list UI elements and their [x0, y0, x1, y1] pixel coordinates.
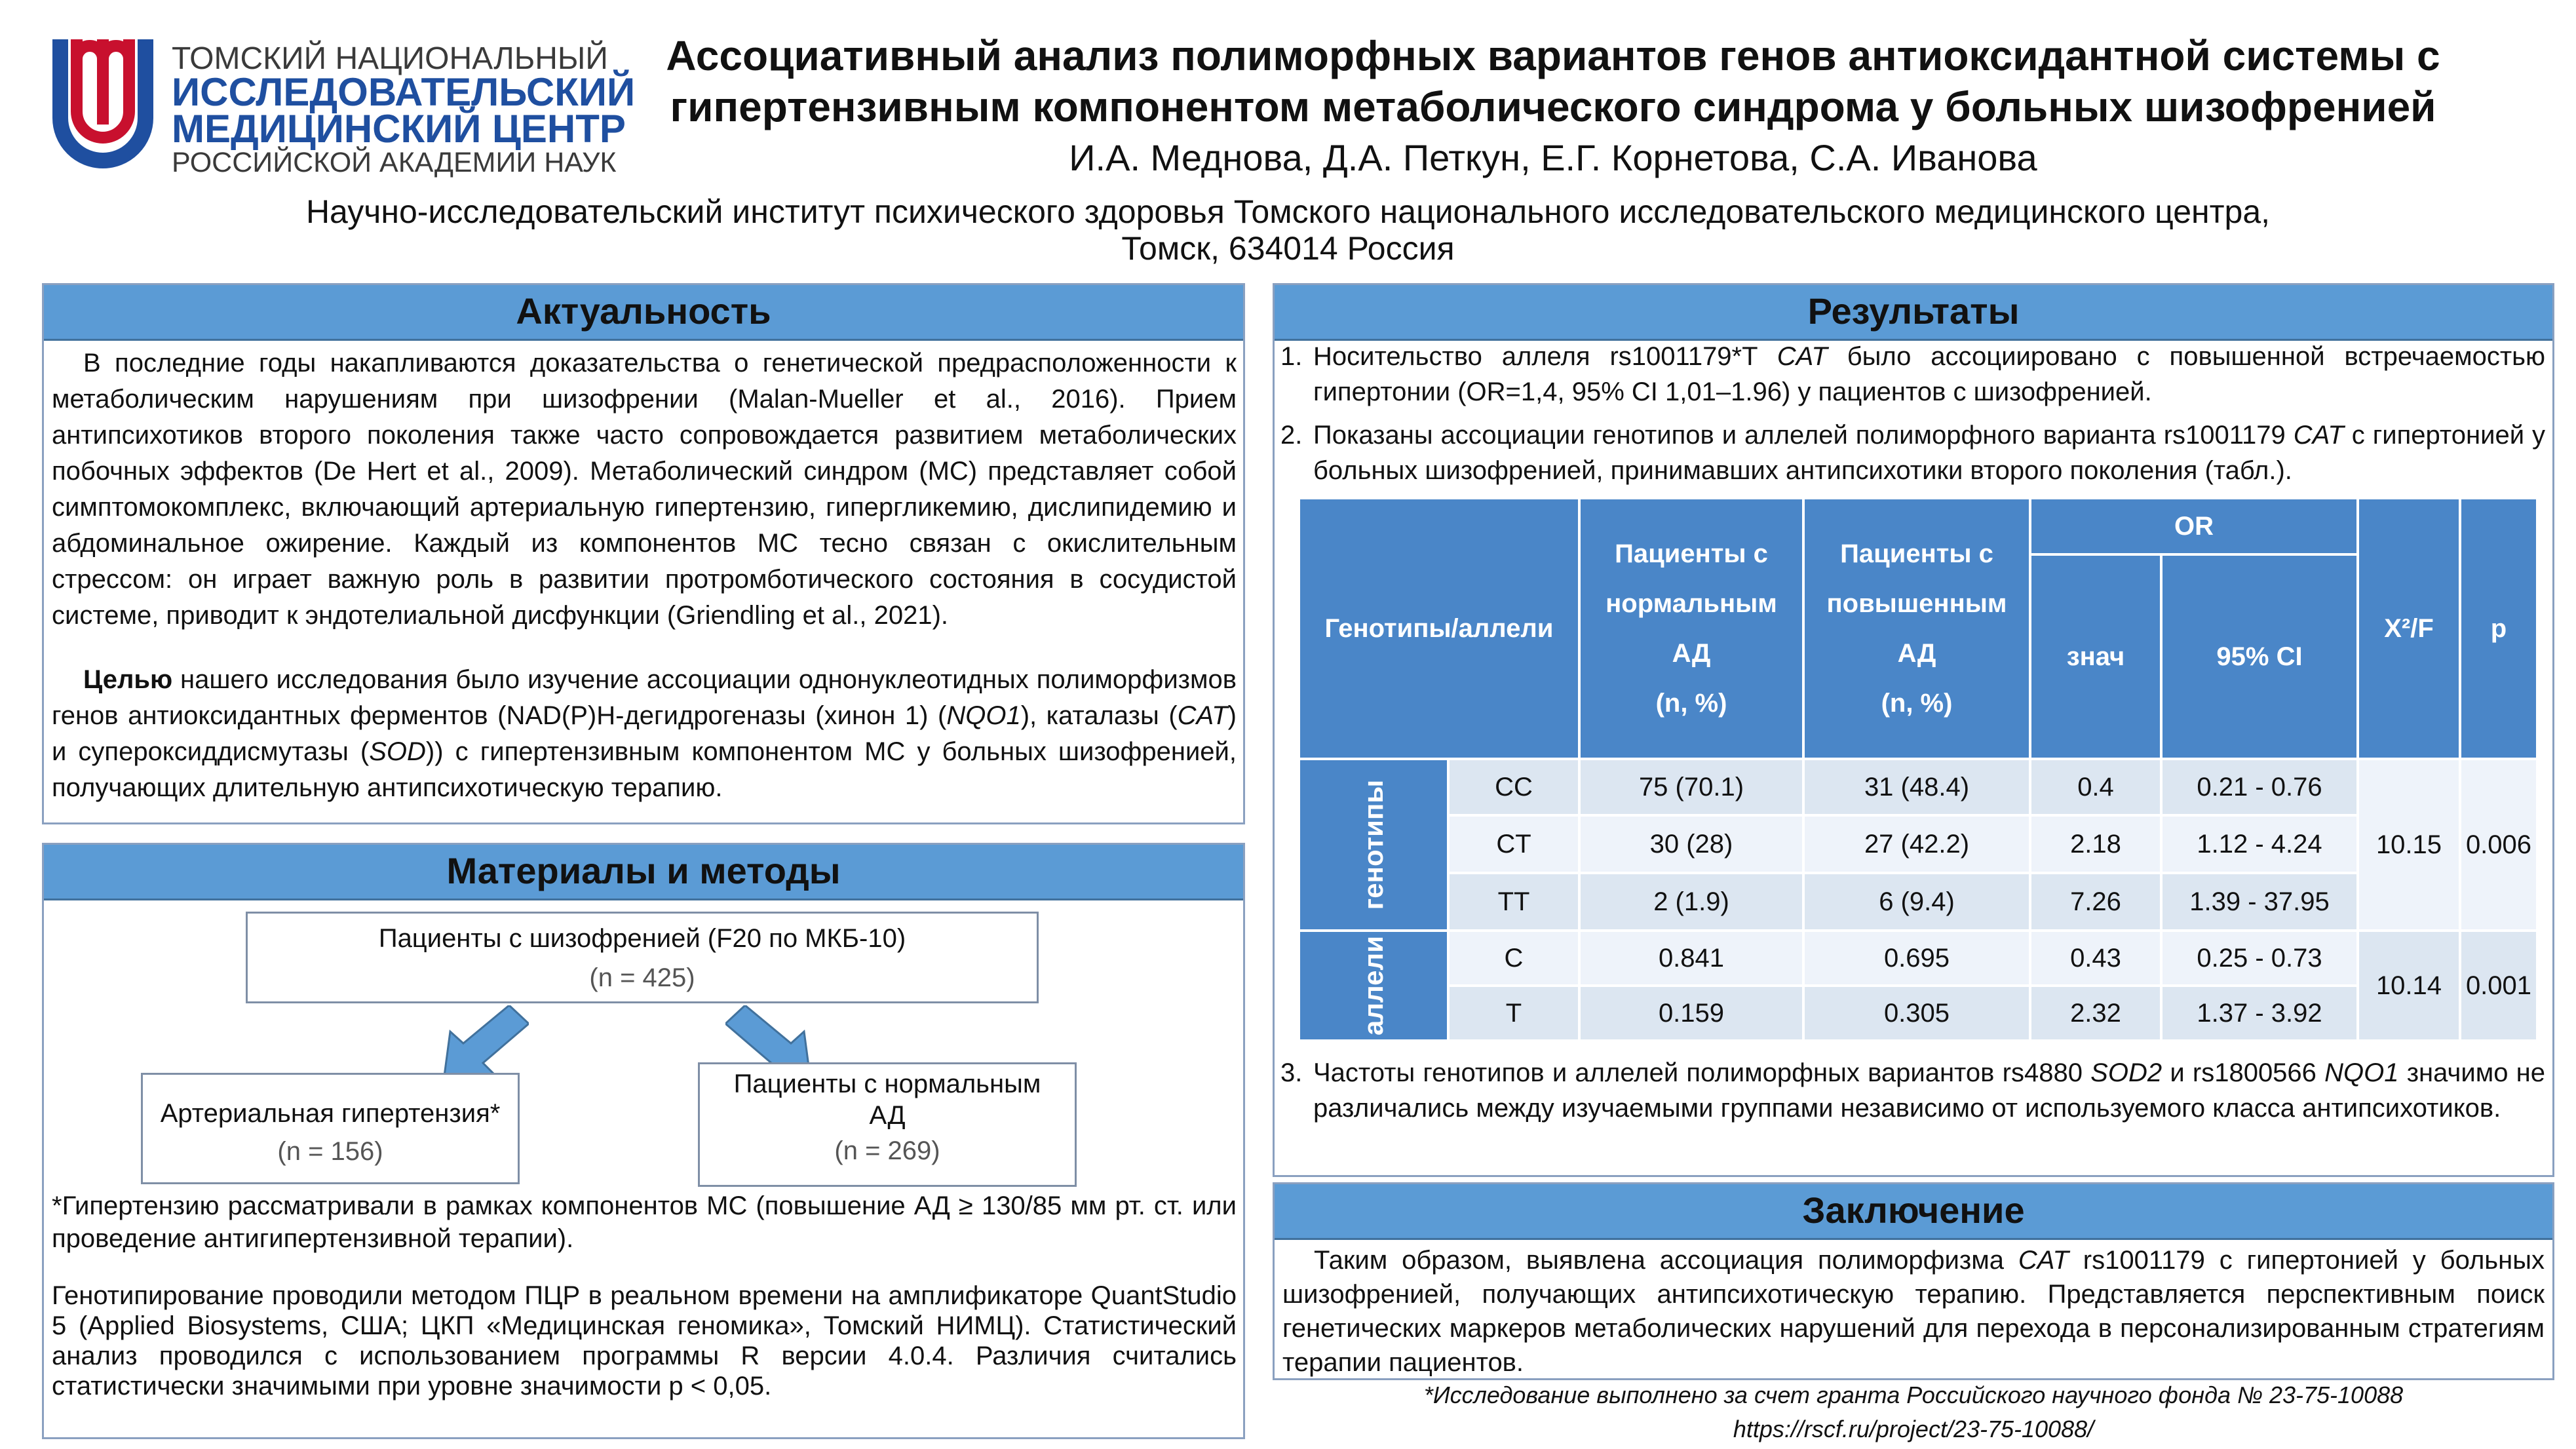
result-3-number: 3. — [1280, 1058, 1303, 1087]
genotype-chi: 10.15 — [2358, 759, 2460, 931]
relevance-heading: Актуальность — [44, 285, 1243, 341]
row-tt-ci: 1.39 - 37.95 — [2161, 873, 2358, 931]
th-genotypes: Генотипы/аллели — [1299, 498, 1579, 759]
logo-text-line4: РОССИЙСКОЙ АКАДЕМИИ НАУК — [172, 147, 617, 178]
aim-text-d: )) с гипертензивным компонентом МС у больных шизофренией, получающих длительную антипсихотическую терапию. — [52, 737, 1237, 802]
gene-sod: SOD — [369, 737, 426, 766]
row-t-or: 2.32 — [2030, 986, 2161, 1041]
grant-note: *Исследование выполнено за счет гранта Российского научного фонда № 23-75-10088 — [1423, 1381, 2404, 1408]
row-ct-high: 27 (42.2) — [1803, 815, 2030, 873]
row-t-ci: 1.37 - 3.92 — [2161, 986, 2358, 1041]
group-genotypes-label: генотипы — [1358, 779, 1389, 910]
row-ct-or: 2.18 — [2030, 815, 2161, 873]
row-ct-ci: 1.12 - 4.24 — [2161, 815, 2358, 873]
row-tt-label: TT — [1448, 873, 1579, 931]
th-p: p — [2460, 498, 2537, 759]
result-1-text-b: было ассоциировано с повышенной встречаемостью гипертонии (OR=1,4, 95% CI 1,01–1.96) у пациентов с шизофренией. — [1313, 342, 2545, 406]
th-normal-l2: нормальным — [1605, 589, 1777, 618]
th-high-l1: Пациенты с — [1840, 539, 1993, 568]
conclusion-panel — [1273, 1182, 2554, 1380]
th-ci: 95% CI — [2161, 554, 2358, 759]
row-c-label: C — [1448, 931, 1579, 986]
aim-text-a: нашего исследования было изучение ассоциации однонуклеотидных полиморфизмов генов антиоксидантных ферментов (NAD(P)H-дегидрогеназы (хинон 1) ( — [52, 665, 1237, 730]
patients-box-n: (n = 425) — [589, 963, 695, 992]
conclusion-heading: Заключение — [1275, 1184, 2552, 1240]
row-t-normal: 0.159 — [1579, 986, 1803, 1041]
th-high-l2: повышенным — [1826, 589, 2007, 618]
institution-logo — [41, 26, 636, 190]
th-high-l3: АД — [1897, 639, 1936, 668]
result-3-text-c: значимо не различались между изучаемыми группами независимо от используемого класса антипсихотиков. — [1313, 1058, 2545, 1123]
row-ct-label: CT — [1448, 815, 1579, 873]
aim-text-b: ), каталазы ( — [1020, 701, 1178, 730]
methods-genotyping: Генотипирование проводили методом ПЦР в реальном времени на амплификаторе QuantStudio 5 (Applied Biosystems, США; ЦКП «Медицинская геномика», Томский НИМЦ). Статистический анализ проводился с использованием программы R версии 4.0.4. Различия считались статистически значимыми при уровне значимости p < 0,05. — [52, 1281, 1237, 1401]
row-ct-normal: 30 (28) — [1579, 815, 1803, 873]
aim-label: Целью — [83, 665, 173, 694]
row-tt-high: 6 (9.4) — [1803, 873, 2030, 931]
arrow-left-icon — [437, 1005, 529, 1084]
row-cc-normal: 75 (70.1) — [1579, 759, 1803, 815]
result-1-number: 1. — [1280, 342, 1303, 371]
group-alleles — [1299, 931, 1448, 1041]
result-2 — [1313, 417, 2545, 488]
th-normal-l4: (n, %) — [1655, 689, 1727, 718]
row-t-label: T — [1448, 986, 1579, 1041]
conclusion-text — [1282, 1243, 2545, 1380]
result-3-text-b: и rs1800566 — [2162, 1058, 2325, 1087]
group-genotypes — [1299, 759, 1448, 931]
th-normal-l3: АД — [1672, 639, 1711, 668]
allele-chi: 10.14 — [2358, 931, 2460, 1041]
result-1-gene: CAT — [1777, 342, 1828, 371]
row-c-high: 0.695 — [1803, 931, 2030, 986]
result-1 — [1313, 339, 2545, 410]
institution-line2: Томск, 634014 Россия — [1121, 230, 1455, 267]
result-2-gene: CAT — [2293, 421, 2344, 450]
result-3-gene-sod2: SOD2 — [2090, 1058, 2163, 1087]
relevance-text-1: В последние годы накапливаются доказательства о генетической предрасположенности к метаболическим нарушениям при шизофрении (Malan-Mueller et al., 2016). Прием антипсихотиков второго поколения также часто сопровождается развитием метаболических побочных эффектов (De Hert et al., 2009). Метаболический синдром (МС) представляет собой симптомокомплекс, включающий артериальную гипертензию, гипергликемию, дислипидемию и абдоминальное ожирение. Каждый из компонентов МС тесно связан с окислительным стрессом: он играет важную роль в развитии протромботического состояния в сосудистой системе, приводит к эндотелиальной дисфункции (Griendling et al., 2021). — [52, 349, 1237, 630]
th-normal-bp — [1579, 498, 1803, 759]
institution-line1: Научно-исследовательский институт психического здоровья Томского национального исследовательского медицинского центра, — [305, 193, 2271, 230]
row-t-high: 0.305 — [1803, 986, 2030, 1041]
th-chi: Χ²/F — [2358, 498, 2460, 759]
results-heading: Результаты — [1275, 285, 2552, 341]
logo-text-line3: МЕДИЦИНСКИЙ ЦЕНТР — [172, 107, 626, 151]
poster-title-line1: Ассоциативный анализ полиморфных вариантов генов антиоксидантной системы с — [666, 32, 2440, 79]
patients-box — [246, 912, 1039, 1003]
hypertension-box — [141, 1073, 520, 1184]
th-high-bp — [1803, 498, 2030, 759]
row-tt-or: 7.26 — [2030, 873, 2161, 931]
relevance-paragraph-2 — [52, 662, 1237, 806]
th-high-l4: (n, %) — [1881, 689, 1953, 718]
result-3-gene-nqo1: NQO1 — [2324, 1058, 2399, 1087]
normal-bp-box — [698, 1062, 1077, 1187]
result-1-text-a: Носительство аллеля rs1001179*T — [1313, 342, 1777, 371]
gene-cat: CAT — [1177, 701, 1228, 730]
methods-heading: Материалы и методы — [44, 845, 1243, 900]
relevance-panel — [42, 283, 1245, 824]
th-normal-l1: Пациенты с — [1615, 539, 1768, 568]
result-3 — [1313, 1055, 2545, 1126]
row-c-or: 0.43 — [2030, 931, 2161, 986]
authors: И.А. Меднова, Д.А. Петкун, Е.Г. Корнетова, С.А. Иванова — [1069, 137, 2037, 178]
logo-text-line2: ИССЛЕДОВАТЕЛЬСКИЙ — [172, 70, 636, 114]
grant-url[interactable]: https://rscf.ru/project/23-75-10088/ — [1733, 1416, 2094, 1442]
row-c-normal: 0.841 — [1579, 931, 1803, 986]
patients-box-label: Пациенты с шизофренией (F20 по МКБ-10) — [378, 924, 906, 953]
methods-footnote: *Гипертензию рассматривали в рамках компонентов МС (повышение АД ≥ 130/85 мм рт. ст. или проведение антигипертензивной терапии). — [52, 1191, 1237, 1253]
hypertension-box-label: Артериальная гипертензия* — [160, 1099, 501, 1128]
conclusion-text-b: rs1001179 с гипертонией у больных шизофренией, получающих антипсихотическую терапию. Представляется перспективным поиск генетических маркеров метаболических нарушений для перехода в персонализированным стратегиям терапии пациентов. — [1282, 1246, 2545, 1377]
group-alleles-label: аллели — [1358, 935, 1389, 1036]
result-3-text-a: Частоты генотипов и аллелей полиморфных вариантов rs4880 — [1313, 1058, 2091, 1087]
result-2-text-b: с гипертонией у больных шизофренией, принимавших антипсихотики второго поколения (табл.). — [1313, 421, 2546, 485]
logo-text-line1: ТОМСКИЙ НАЦИОНАЛЬНЫЙ — [172, 41, 608, 76]
results-table — [1299, 498, 2537, 1041]
th-znach: знач — [2030, 554, 2161, 759]
hypertension-box-n: (n = 156) — [277, 1137, 383, 1166]
aim-text-c: ) и супероксиддисмутазы ( — [52, 701, 1237, 766]
row-cc-or: 0.4 — [2030, 759, 2161, 815]
conclusion-gene: CAT — [2018, 1246, 2069, 1275]
row-c-ci: 0.25 - 0.73 — [2161, 931, 2358, 986]
normal-bp-box-label: Пациенты с нормальным АД — [733, 1070, 1041, 1130]
row-cc-label: CC — [1448, 759, 1579, 815]
result-2-number: 2. — [1280, 421, 1303, 450]
gene-nqo1: NQO1 — [946, 701, 1021, 730]
result-2-text-a: Показаны ассоциации генотипов и аллелей полиморфного варианта rs1001179 — [1313, 421, 2294, 450]
row-tt-normal: 2 (1.9) — [1579, 873, 1803, 931]
allele-p: 0.001 — [2460, 931, 2537, 1041]
row-cc-high: 31 (48.4) — [1803, 759, 2030, 815]
relevance-paragraph-1 — [52, 345, 1237, 634]
poster-title-line2: гипертензивным компонентом метаболического синдрома у больных шизофренией — [670, 83, 2436, 130]
genotype-p: 0.006 — [2460, 759, 2537, 931]
methods-panel — [42, 843, 1245, 1439]
th-or: OR — [2030, 498, 2358, 554]
row-cc-ci: 0.21 - 0.76 — [2161, 759, 2358, 815]
conclusion-text-a: Таким образом, выявлена ассоциация полиморфизма — [1314, 1246, 2018, 1275]
normal-bp-box-n: (n = 269) — [834, 1136, 940, 1165]
tnimc-logo-icon — [41, 26, 165, 190]
